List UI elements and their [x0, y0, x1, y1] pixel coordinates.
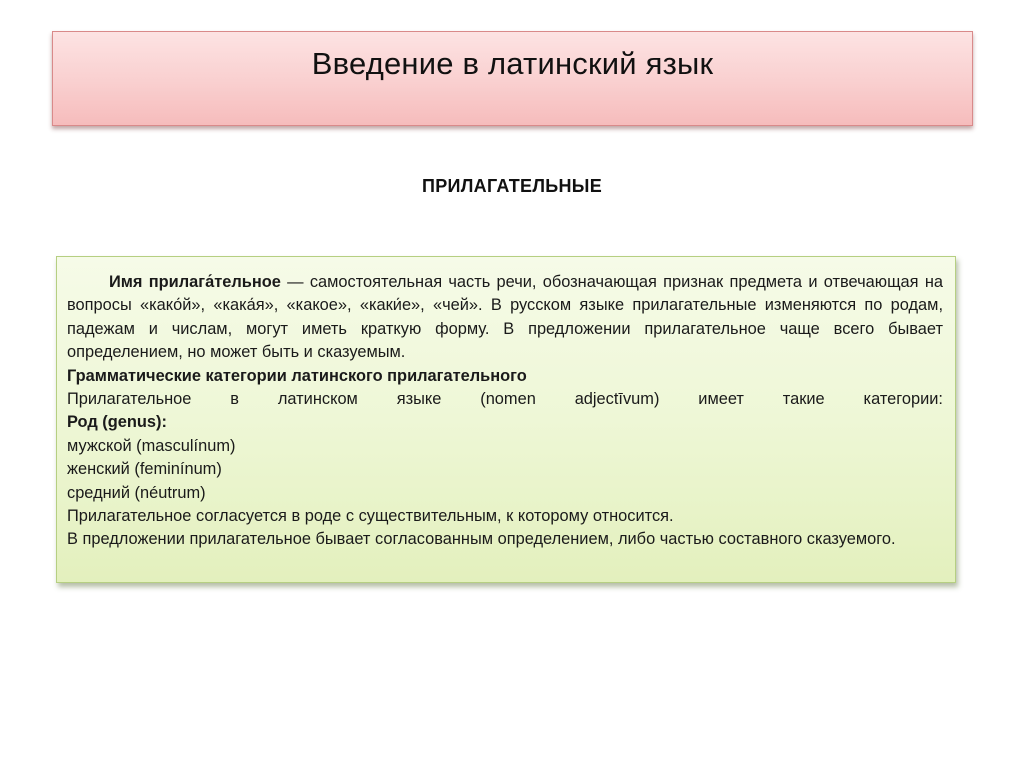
function-sentence: В предложении прилагательное бывает согласованным определением, либо частью составного сказуемого. — [67, 530, 896, 549]
definition-paragraph — [67, 271, 943, 365]
gender-neuter: средний (néutrum) — [67, 483, 206, 502]
gender-heading: Род (genus): — [67, 413, 167, 432]
content-panel — [56, 256, 956, 583]
definition-text: — самостоятельная часть речи, обозначающая признак предмета и отвечающая на вопросы «како́й», «кака́я», «какое», «каки́е», «чей». В русском языке прилагательные изменяются по родам, падежам и числам, могут иметь краткую форму. В предложении прилагательное чаще всего бывает определением, но может быть и сказуемым. — [67, 273, 943, 362]
gender-feminine: женский (feminínum) — [67, 460, 222, 479]
definition-term: Имя прилага́тельное — [109, 273, 281, 291]
agreement-sentence: Прилагательное согласуется в роде с существительным, к которому относится. — [67, 507, 674, 526]
title-banner — [52, 31, 973, 126]
section-heading: ПРИЛАГАТЕЛЬНЫЕ — [421, 176, 603, 196]
categories-heading: Грамматические категории латинского прилагательного — [67, 366, 527, 385]
gender-masculine: мужской (masculínum) — [67, 436, 236, 455]
categories-intro: Прилагательное в латинском языке (nomen adjectīvum) имеет такие категории: — [67, 390, 943, 409]
slide-title: Введение в латинский язык — [311, 46, 714, 81]
